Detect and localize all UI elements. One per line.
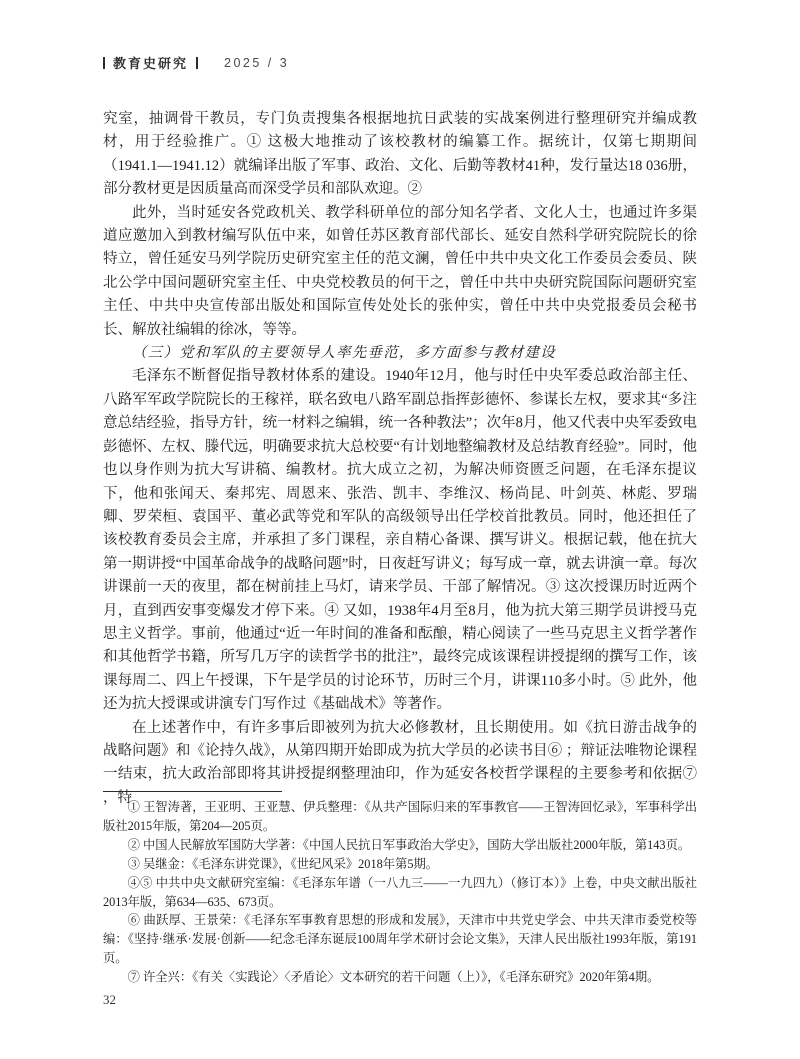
article-body bbox=[103, 108, 697, 810]
footnotes-section bbox=[103, 798, 697, 987]
page-number: 32 bbox=[103, 992, 116, 1007]
body-paragraph: 毛泽东不断督促指导教材体系的建设。1940年12月，他与时任中央军委总政治部主任、八路军军政学院院长的王稼祥，联名致电八路军副总指挥彭德怀、参谋长左权，要求其“多注意总结经验，指导方针，统一材料之编辑，统一各种教法”；次年8月，他又代表中央军委致电彭德怀、左权、滕代远，明确要求抗大总校要“有计划地整编教材及总结教育经验”。同时，他也以身作则为抗大写讲稿、编教材。抗大成立之初，为解决师资匮乏问题，在毛泽东提议下，他和张闻天、秦邦宪、周恩来、张浩、凯丰、李维汉、杨尚昆、叶剑英、林彪、罗瑞卿、罗荣桓、袁国平、董必武等党和军队的高级领导出任学校首批教员。同时，他还担任了该校教育委员会主席，并承担了多门课程，亲自精心备课、撰写讲义。根据记载，他在抗大第一期讲授“中国革命战争的战略问题”时，日夜赶写讲义；每写成一章，就去讲演一章。每次讲课前一天的夜里，都在树前挂上马灯，请来学员、干部了解情况。③ 这次授课历时近两个月，直到西安事变爆发才停下来。④ 又如，1938年4月至8月，他为抗大第三期学员讲授马克思主义哲学。事前，他通过“近一年时间的准备和酝酿，精心阅读了一些马克思主义哲学著作和其他哲学书籍，所写几万字的读哲学书的批注”，最终完成该课程讲授提纲的撰写工作，该课每周二、四上午授课，下午是学员的讨论环节，历时三个月，讲课110多小时。⑤ 此外，他还为抗大授课或讲演专门写作过《基础战术》等著作。 bbox=[103, 368, 697, 713]
footnote-item: ③ 吴继金：《毛泽东讲党课》，《世纪风采》2018年第5期。 bbox=[127, 856, 439, 871]
footnote-divider bbox=[103, 791, 282, 792]
footnote-item: ① 王智涛著，王亚明、王亚慧、伊兵整理：《从共产国际归来的军事教官——王智涛回忆录》，军事科学出版社2015年版，第204—205页。 bbox=[103, 800, 697, 833]
running-header bbox=[103, 53, 289, 72]
header-bar-icon bbox=[103, 57, 105, 69]
footnote-item: ⑦ 许全兴：《有关〈实践论〉〈矛盾论〉文本研究的若干问题（上）》，《毛泽东研究》2020年第4期。 bbox=[127, 970, 660, 985]
footnote-item: ⑥ 曲跃厚、王景荣：《毛泽东军事教育思想的形成和发展》，天津市中共党史学会、中共天津市委党校等编：《坚持·继承·发展·创新——纪念毛泽东诞辰100周年学术研讨会论文集》，天津人民出版社1993年版，第191页。 bbox=[103, 913, 697, 966]
body-paragraph-continuation: 究室，抽调骨干教员，专门负责搜集各根据地抗日武装的实战案例进行整理研究并编成教材，用于经验推广。① 这极大地推动了该校教材的编纂工作。据统计，仅第七期期间（1941.1—1941.12）就编译出版了军事、政治、文化、后勤等教材41种，发行量达18 036册，部分教材更是因质量高而深受学员和部队欢迎。② bbox=[103, 111, 697, 198]
footnote-item: ④⑤ 中共中央文献研究室编：《毛泽东年谱（一八九三——一九四九）（修订本）》上卷，中央文献出版社2013年版，第634—635、673页。 bbox=[103, 875, 697, 909]
section-heading: （三）党和军队的主要领导人率先垂范，多方面参与教材建设 bbox=[132, 345, 556, 362]
journal-title: 教育史研究 bbox=[113, 56, 189, 71]
header-bar-icon bbox=[196, 57, 198, 69]
issue-number: 2025 / 3 bbox=[224, 55, 290, 70]
body-paragraph: 此外，当时延安各党政机关、教学科研单位的部分知名学者、文化人士，也通过许多渠道应邀加入到教材编写队伍中来，如曾任苏区教育部代部长、延安自然科学研究院院长的徐特立，曾任延安马列学院历史研究室主任的范文澜，曾任中共中央文化工作委员会委员、陕北公学中国问题研究室主任、中央党校教员的何干之，曾任中共中央研究院国际问题研究室主任、中共中央宣传部出版处和国际宣传处处长的张仲实，曾任中共中央党报委员会秘书长、解放社编辑的徐冰，等等。 bbox=[103, 204, 697, 338]
body-paragraph: 在上述著作中，有许多事后即被列为抗大必修教材，且长期使用。如《抗日游击战争的战略问题》和《论持久战》，从第四期开始即成为抗大学员的必读书目⑥ ；辩证法唯物论课程一结束，抗大政治部即将其讲授提纲整理油印，作为延安各校哲学课程的主要参考和依据⑦ ，特 bbox=[103, 719, 697, 806]
footnote-item: ② 中国人民解放军国防大学著：《中国人民抗日军事政治大学史》，国防大学出版社2000年版，第143页。 bbox=[127, 837, 691, 852]
